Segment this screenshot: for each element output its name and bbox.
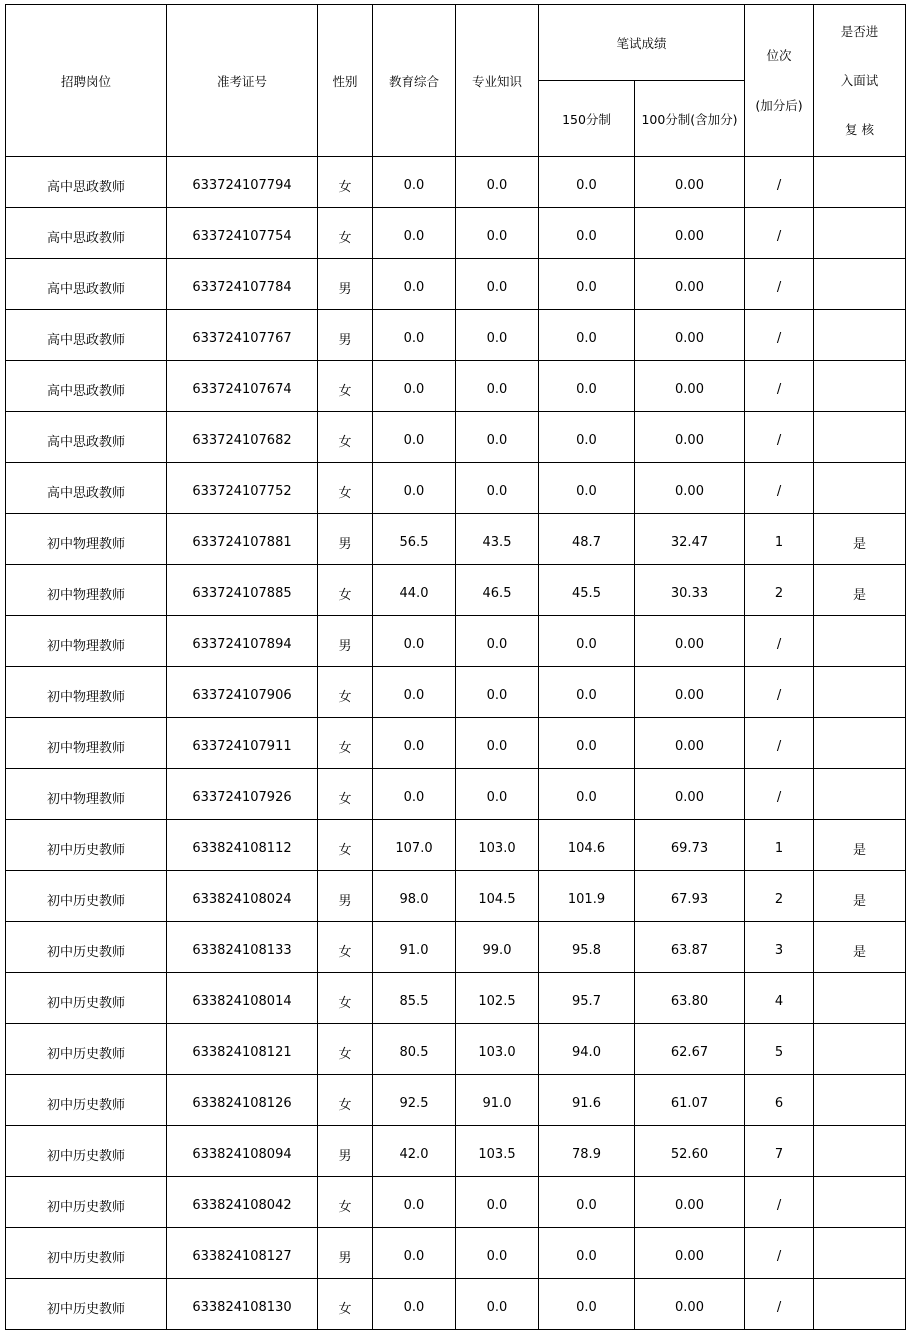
cell-major: 0.0: [456, 1177, 539, 1228]
cell-edu: 91.0: [373, 922, 456, 973]
cell-interview: 是: [814, 514, 906, 565]
cell-gender: 女: [318, 157, 373, 208]
cell-gender: 女: [318, 1177, 373, 1228]
table-row: [6, 259, 906, 310]
cell-interview: [814, 667, 906, 718]
cell-score-150: 0.0: [539, 616, 635, 667]
cell-ticket: 633824108112: [167, 820, 318, 871]
header-interview-line1: 是否进: [840, 23, 879, 39]
cell-position: 初中历史教师: [6, 1279, 167, 1330]
table-row: [6, 1279, 906, 1330]
cell-major: 0.0: [456, 157, 539, 208]
cell-score-150: 0.0: [539, 412, 635, 463]
cell-edu: 80.5: [373, 1024, 456, 1075]
cell-ticket: 633824108126: [167, 1075, 318, 1126]
table-row: [6, 565, 906, 616]
cell-rank: /: [745, 667, 814, 718]
table-row: [6, 1024, 906, 1075]
cell-position: 初中历史教师: [6, 1075, 167, 1126]
header-rank: [745, 5, 814, 157]
cell-ticket: 633824108042: [167, 1177, 318, 1228]
header-gender: 性别: [318, 5, 373, 157]
cell-edu: 0.0: [373, 718, 456, 769]
cell-score-150: 95.8: [539, 922, 635, 973]
cell-ticket: 633824108094: [167, 1126, 318, 1177]
table-row: [6, 667, 906, 718]
cell-edu: 44.0: [373, 565, 456, 616]
cell-score-100: 30.33: [635, 565, 745, 616]
cell-major: 103.0: [456, 1024, 539, 1075]
table-body: [6, 157, 906, 1330]
cell-interview: [814, 973, 906, 1024]
table-row: [6, 361, 906, 412]
cell-edu: 42.0: [373, 1126, 456, 1177]
cell-ticket: 633724107906: [167, 667, 318, 718]
cell-gender: 女: [318, 1024, 373, 1075]
cell-interview: 是: [814, 565, 906, 616]
cell-interview: [814, 718, 906, 769]
cell-rank: /: [745, 208, 814, 259]
cell-edu: 0.0: [373, 310, 456, 361]
cell-position: 初中历史教师: [6, 1177, 167, 1228]
cell-rank: /: [745, 463, 814, 514]
cell-rank: /: [745, 718, 814, 769]
table-row: [6, 1126, 906, 1177]
cell-score-150: 45.5: [539, 565, 635, 616]
cell-score-150: 0.0: [539, 1279, 635, 1330]
cell-rank: /: [745, 1177, 814, 1228]
cell-score-150: 0.0: [539, 310, 635, 361]
header-edu: 教育综合: [373, 5, 456, 157]
cell-edu: 56.5: [373, 514, 456, 565]
cell-interview: 是: [814, 820, 906, 871]
cell-major: 99.0: [456, 922, 539, 973]
cell-interview: [814, 1279, 906, 1330]
cell-rank: /: [745, 310, 814, 361]
cell-rank: /: [745, 412, 814, 463]
cell-score-150: 0.0: [539, 361, 635, 412]
cell-ticket: 633824108133: [167, 922, 318, 973]
cell-ticket: 633824108024: [167, 871, 318, 922]
cell-major: 0.0: [456, 361, 539, 412]
cell-score-150: 94.0: [539, 1024, 635, 1075]
cell-major: 0.0: [456, 616, 539, 667]
cell-interview: [814, 157, 906, 208]
cell-major: 0.0: [456, 718, 539, 769]
cell-score-150: 78.9: [539, 1126, 635, 1177]
cell-gender: 男: [318, 616, 373, 667]
header-rank-line1: 位次: [766, 47, 792, 63]
table-row: [6, 1177, 906, 1228]
cell-score-150: 91.6: [539, 1075, 635, 1126]
cell-major: 0.0: [456, 412, 539, 463]
cell-edu: 0.0: [373, 1228, 456, 1279]
cell-position: 初中历史教师: [6, 820, 167, 871]
cell-position: 初中物理教师: [6, 718, 167, 769]
cell-ticket: 633824108127: [167, 1228, 318, 1279]
cell-rank: /: [745, 259, 814, 310]
cell-major: 0.0: [456, 667, 539, 718]
cell-score-100: 0.00: [635, 1177, 745, 1228]
cell-edu: 0.0: [373, 769, 456, 820]
cell-interview: [814, 1126, 906, 1177]
cell-score-100: 0.00: [635, 667, 745, 718]
cell-rank: /: [745, 616, 814, 667]
cell-position: 初中历史教师: [6, 1024, 167, 1075]
cell-score-150: 0.0: [539, 1177, 635, 1228]
cell-interview: [814, 412, 906, 463]
cell-score-100: 52.60: [635, 1126, 745, 1177]
cell-position: 高中思政教师: [6, 361, 167, 412]
cell-interview: [814, 1177, 906, 1228]
cell-position: 高中思政教师: [6, 310, 167, 361]
cell-edu: 0.0: [373, 1177, 456, 1228]
cell-rank: /: [745, 1279, 814, 1330]
cell-gender: 女: [318, 463, 373, 514]
cell-rank: /: [745, 1228, 814, 1279]
cell-gender: 男: [318, 310, 373, 361]
cell-edu: 0.0: [373, 259, 456, 310]
cell-interview: [814, 616, 906, 667]
cell-score-100: 0.00: [635, 208, 745, 259]
cell-score-100: 61.07: [635, 1075, 745, 1126]
cell-score-100: 0.00: [635, 463, 745, 514]
cell-position: 初中物理教师: [6, 565, 167, 616]
cell-position: 高中思政教师: [6, 259, 167, 310]
cell-gender: 女: [318, 667, 373, 718]
cell-gender: 女: [318, 361, 373, 412]
cell-major: 46.5: [456, 565, 539, 616]
header-major: 专业知识: [456, 5, 539, 157]
table-row: [6, 922, 906, 973]
table-row: [6, 157, 906, 208]
cell-ticket: 633724107754: [167, 208, 318, 259]
cell-position: 初中物理教师: [6, 667, 167, 718]
cell-score-100: 0.00: [635, 361, 745, 412]
cell-score-100: 0.00: [635, 157, 745, 208]
header-interview-line3: 复 核: [845, 121, 874, 137]
cell-edu: 98.0: [373, 871, 456, 922]
cell-ticket: 633724107911: [167, 718, 318, 769]
cell-interview: [814, 361, 906, 412]
cell-rank: 4: [745, 973, 814, 1024]
cell-major: 104.5: [456, 871, 539, 922]
cell-major: 0.0: [456, 769, 539, 820]
cell-gender: 女: [318, 973, 373, 1024]
cell-ticket: 633724107885: [167, 565, 318, 616]
cell-major: 43.5: [456, 514, 539, 565]
cell-score-100: 0.00: [635, 718, 745, 769]
cell-position: 初中历史教师: [6, 1126, 167, 1177]
cell-major: 102.5: [456, 973, 539, 1024]
cell-major: 103.5: [456, 1126, 539, 1177]
header-interview-line2: 入面试: [840, 72, 879, 88]
cell-ticket: 633724107894: [167, 616, 318, 667]
cell-rank: /: [745, 157, 814, 208]
cell-rank: /: [745, 769, 814, 820]
cell-major: 0.0: [456, 463, 539, 514]
cell-major: 0.0: [456, 1228, 539, 1279]
table-row: [6, 208, 906, 259]
cell-position: 高中思政教师: [6, 463, 167, 514]
cell-rank: 1: [745, 820, 814, 871]
header-written: 笔试成绩: [539, 5, 745, 81]
cell-edu: 0.0: [373, 361, 456, 412]
cell-gender: 女: [318, 1075, 373, 1126]
cell-rank: /: [745, 361, 814, 412]
cell-major: 103.0: [456, 820, 539, 871]
cell-score-100: 63.87: [635, 922, 745, 973]
cell-major: 0.0: [456, 208, 539, 259]
cell-ticket: 633724107674: [167, 361, 318, 412]
cell-rank: 1: [745, 514, 814, 565]
cell-edu: 0.0: [373, 412, 456, 463]
cell-interview: [814, 1075, 906, 1126]
cell-major: 0.0: [456, 310, 539, 361]
table-row: [6, 412, 906, 463]
cell-position: 初中物理教师: [6, 514, 167, 565]
cell-interview: [814, 310, 906, 361]
cell-score-150: 0.0: [539, 1228, 635, 1279]
cell-interview: [814, 463, 906, 514]
cell-position: 初中物理教师: [6, 769, 167, 820]
cell-score-100: 0.00: [635, 310, 745, 361]
cell-edu: 0.0: [373, 1279, 456, 1330]
cell-score-100: 69.73: [635, 820, 745, 871]
cell-gender: 女: [318, 208, 373, 259]
header-score-100: 100分制(含加分): [635, 81, 745, 157]
cell-score-100: 0.00: [635, 259, 745, 310]
cell-gender: 女: [318, 412, 373, 463]
cell-score-100: 0.00: [635, 1279, 745, 1330]
cell-rank: 6: [745, 1075, 814, 1126]
cell-ticket: 633724107767: [167, 310, 318, 361]
cell-score-150: 0.0: [539, 769, 635, 820]
cell-position: 初中历史教师: [6, 922, 167, 973]
cell-gender: 女: [318, 769, 373, 820]
cell-ticket: 633824108121: [167, 1024, 318, 1075]
cell-edu: 92.5: [373, 1075, 456, 1126]
header-ticket: 准考证号: [167, 5, 318, 157]
header-score-150: 150分制: [539, 81, 635, 157]
cell-score-150: 0.0: [539, 157, 635, 208]
cell-rank: 2: [745, 871, 814, 922]
cell-position: 初中历史教师: [6, 973, 167, 1024]
table-row: [6, 310, 906, 361]
cell-score-100: 63.80: [635, 973, 745, 1024]
cell-position: 初中历史教师: [6, 1228, 167, 1279]
cell-rank: 5: [745, 1024, 814, 1075]
cell-rank: 2: [745, 565, 814, 616]
cell-score-150: 0.0: [539, 259, 635, 310]
cell-ticket: 633824108014: [167, 973, 318, 1024]
cell-major: 0.0: [456, 1279, 539, 1330]
cell-score-150: 101.9: [539, 871, 635, 922]
cell-score-150: 95.7: [539, 973, 635, 1024]
table-row: [6, 871, 906, 922]
cell-gender: 女: [318, 718, 373, 769]
cell-ticket: 633724107752: [167, 463, 318, 514]
cell-rank: 7: [745, 1126, 814, 1177]
table-row: [6, 973, 906, 1024]
cell-position: 初中历史教师: [6, 871, 167, 922]
cell-score-100: 0.00: [635, 412, 745, 463]
cell-edu: 107.0: [373, 820, 456, 871]
cell-score-100: 67.93: [635, 871, 745, 922]
cell-ticket: 633724107682: [167, 412, 318, 463]
table-row: [6, 820, 906, 871]
cell-ticket: 633724107881: [167, 514, 318, 565]
cell-score-100: 0.00: [635, 616, 745, 667]
cell-gender: 女: [318, 820, 373, 871]
cell-position: 初中物理教师: [6, 616, 167, 667]
table-row: [6, 718, 906, 769]
cell-gender: 女: [318, 565, 373, 616]
cell-edu: 0.0: [373, 157, 456, 208]
cell-gender: 男: [318, 1126, 373, 1177]
table-row: [6, 463, 906, 514]
cell-interview: 是: [814, 871, 906, 922]
cell-edu: 0.0: [373, 667, 456, 718]
cell-score-150: 0.0: [539, 463, 635, 514]
cell-ticket: 633724107794: [167, 157, 318, 208]
cell-interview: [814, 1024, 906, 1075]
header-interview: [814, 5, 906, 157]
cell-score-100: 0.00: [635, 769, 745, 820]
cell-rank: 3: [745, 922, 814, 973]
cell-score-150: 104.6: [539, 820, 635, 871]
cell-position: 高中思政教师: [6, 412, 167, 463]
cell-score-150: 0.0: [539, 718, 635, 769]
cell-interview: 是: [814, 922, 906, 973]
cell-position: 高中思政教师: [6, 157, 167, 208]
cell-score-100: 32.47: [635, 514, 745, 565]
table-row: [6, 1075, 906, 1126]
cell-score-100: 0.00: [635, 1228, 745, 1279]
cell-score-150: 0.0: [539, 667, 635, 718]
score-table: [5, 4, 906, 1330]
table-row: [6, 769, 906, 820]
cell-edu: 0.0: [373, 463, 456, 514]
table-row: [6, 1228, 906, 1279]
cell-interview: [814, 208, 906, 259]
cell-score-150: 48.7: [539, 514, 635, 565]
cell-major: 91.0: [456, 1075, 539, 1126]
cell-gender: 男: [318, 871, 373, 922]
cell-ticket: 633824108130: [167, 1279, 318, 1330]
cell-gender: 男: [318, 259, 373, 310]
header-position: 招聘岗位: [6, 5, 167, 157]
cell-gender: 女: [318, 922, 373, 973]
cell-interview: [814, 769, 906, 820]
cell-interview: [814, 259, 906, 310]
cell-interview: [814, 1228, 906, 1279]
cell-gender: 男: [318, 514, 373, 565]
cell-edu: 0.0: [373, 208, 456, 259]
cell-ticket: 633724107926: [167, 769, 318, 820]
cell-major: 0.0: [456, 259, 539, 310]
cell-gender: 女: [318, 1279, 373, 1330]
cell-gender: 男: [318, 1228, 373, 1279]
table-row: [6, 616, 906, 667]
cell-edu: 85.5: [373, 973, 456, 1024]
cell-ticket: 633724107784: [167, 259, 318, 310]
cell-score-100: 62.67: [635, 1024, 745, 1075]
cell-edu: 0.0: [373, 616, 456, 667]
header-rank-line2: (加分后): [755, 97, 803, 113]
table-row: [6, 514, 906, 565]
cell-position: 高中思政教师: [6, 208, 167, 259]
cell-score-150: 0.0: [539, 208, 635, 259]
